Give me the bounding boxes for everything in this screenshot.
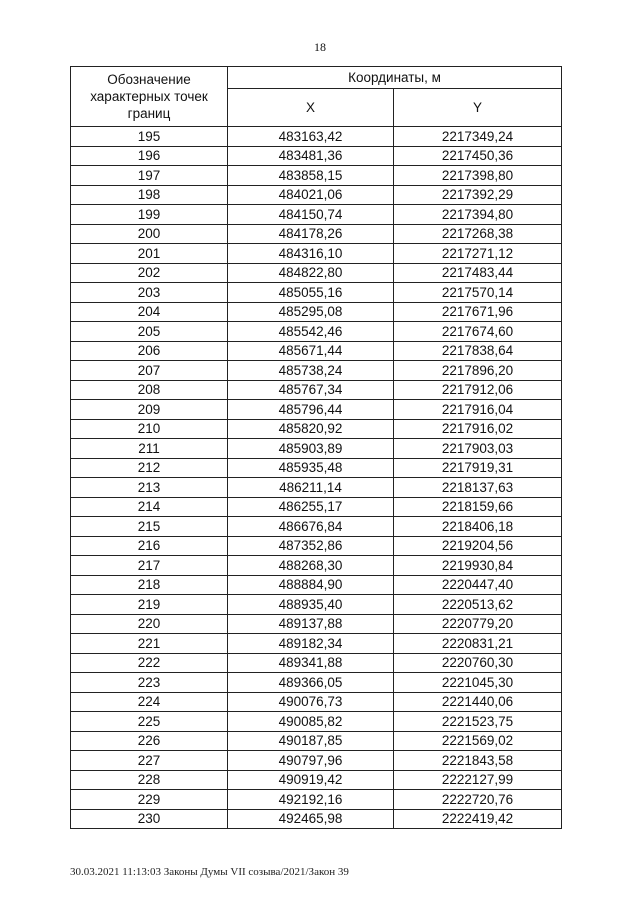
table-row	[71, 380, 562, 400]
x-coordinate-cell: 486211,14	[228, 478, 394, 498]
y-coordinate-cell: 2222127,99	[394, 770, 562, 790]
point-cell: 226	[71, 731, 228, 751]
point-cell: 211	[71, 439, 228, 459]
point-cell: 219	[71, 595, 228, 615]
y-coordinate-cell: 2217398,80	[394, 166, 562, 186]
x-coordinate-cell: 485796,44	[228, 400, 394, 420]
x-coordinate-cell: 488935,40	[228, 595, 394, 615]
point-cell: 208	[71, 380, 228, 400]
x-coordinate-cell: 489182,34	[228, 634, 394, 654]
table-row	[71, 263, 562, 283]
point-cell: 201	[71, 244, 228, 264]
table-row	[71, 283, 562, 303]
point-cell: 221	[71, 634, 228, 654]
table-row	[71, 127, 562, 147]
y-coordinate-cell: 2219204,56	[394, 536, 562, 556]
point-cell: 227	[71, 751, 228, 771]
y-coordinate-cell: 2220779,20	[394, 614, 562, 634]
table-row	[71, 536, 562, 556]
x-coordinate-cell: 485820,92	[228, 419, 394, 439]
table-row	[71, 166, 562, 186]
y-coordinate-cell: 2217838,64	[394, 341, 562, 361]
x-coordinate-cell: 489341,88	[228, 653, 394, 673]
table-row	[71, 458, 562, 478]
point-cell: 197	[71, 166, 228, 186]
y-coordinate-cell: 2220760,30	[394, 653, 562, 673]
y-coordinate-cell: 2221440,06	[394, 692, 562, 712]
point-cell: 205	[71, 322, 228, 342]
x-coordinate-cell: 490187,85	[228, 731, 394, 751]
y-coordinate-cell: 2218159,66	[394, 497, 562, 517]
x-coordinate-cell: 485903,89	[228, 439, 394, 459]
point-cell: 210	[71, 419, 228, 439]
y-coordinate-cell: 2217450,36	[394, 146, 562, 166]
y-coordinate-cell: 2217271,12	[394, 244, 562, 264]
table-row	[71, 575, 562, 595]
table-row	[71, 419, 562, 439]
y-coordinate-cell: 2221045,30	[394, 673, 562, 693]
point-cell: 225	[71, 712, 228, 732]
point-cell: 215	[71, 517, 228, 537]
x-coordinate-cell: 483163,42	[228, 127, 394, 147]
table-row	[71, 673, 562, 693]
point-cell: 207	[71, 361, 228, 381]
point-cell: 209	[71, 400, 228, 420]
point-column-header: Обозначение характерных точек границ	[71, 67, 228, 127]
table-row	[71, 205, 562, 225]
coordinates-column-header: Координаты, м	[228, 67, 562, 89]
x-coordinate-cell: 488884,90	[228, 575, 394, 595]
x-coordinate-cell: 485055,16	[228, 283, 394, 303]
point-cell: 199	[71, 205, 228, 225]
point-cell: 222	[71, 653, 228, 673]
table-row	[71, 302, 562, 322]
x-coordinate-cell: 489366,05	[228, 673, 394, 693]
table-row	[71, 517, 562, 537]
table-row	[71, 770, 562, 790]
x-coordinate-cell: 485671,44	[228, 341, 394, 361]
x-coordinate-cell: 484178,26	[228, 224, 394, 244]
y-coordinate-cell: 2217483,44	[394, 263, 562, 283]
point-cell: 213	[71, 478, 228, 498]
x-coordinate-cell: 485935,48	[228, 458, 394, 478]
point-cell: 200	[71, 224, 228, 244]
y-coordinate-cell: 2217674,60	[394, 322, 562, 342]
table-row	[71, 224, 562, 244]
table-body	[71, 127, 562, 829]
table-row	[71, 439, 562, 459]
point-cell: 217	[71, 556, 228, 576]
document-footer: 30.03.2021 11:13:03 Законы Думы VII созыва/2021/Закон 39	[70, 866, 349, 878]
point-cell: 206	[71, 341, 228, 361]
table-row	[71, 478, 562, 498]
y-coordinate-cell: 2217394,80	[394, 205, 562, 225]
y-coordinate-cell: 2217570,14	[394, 283, 562, 303]
x-coordinate-cell: 490085,82	[228, 712, 394, 732]
table-row	[71, 653, 562, 673]
point-cell: 198	[71, 185, 228, 205]
x-coordinate-cell: 490797,96	[228, 751, 394, 771]
page-number: 18	[314, 40, 326, 54]
y-coordinate-cell: 2217896,20	[394, 361, 562, 381]
x-coordinate-cell: 484021,06	[228, 185, 394, 205]
x-coordinate-cell: 485767,34	[228, 380, 394, 400]
point-cell: 216	[71, 536, 228, 556]
table-row	[71, 556, 562, 576]
y-coordinate-cell: 2217916,02	[394, 419, 562, 439]
point-cell: 203	[71, 283, 228, 303]
y-coordinate-cell: 2217919,31	[394, 458, 562, 478]
y-coordinate-cell: 2220513,62	[394, 595, 562, 615]
x-coordinate-cell: 492192,16	[228, 790, 394, 810]
x-coordinate-cell: 483481,36	[228, 146, 394, 166]
y-coordinate-cell: 2220831,21	[394, 634, 562, 654]
y-coordinate-cell: 2222720,76	[394, 790, 562, 810]
y-coordinate-cell: 2217268,38	[394, 224, 562, 244]
point-cell: 224	[71, 692, 228, 712]
y-column-header: Y	[394, 89, 562, 127]
y-coordinate-cell: 2217912,06	[394, 380, 562, 400]
point-cell: 202	[71, 263, 228, 283]
y-coordinate-cell: 2221569,02	[394, 731, 562, 751]
x-coordinate-cell: 484822,80	[228, 263, 394, 283]
y-coordinate-cell: 2217916,04	[394, 400, 562, 420]
y-coordinate-cell: 2220447,40	[394, 575, 562, 595]
x-coordinate-cell: 489137,88	[228, 614, 394, 634]
y-coordinate-cell: 2217349,24	[394, 127, 562, 147]
table-row	[71, 692, 562, 712]
table-row	[71, 712, 562, 732]
x-coordinate-cell: 484316,10	[228, 244, 394, 264]
point-cell: 220	[71, 614, 228, 634]
x-coordinate-cell: 490076,73	[228, 692, 394, 712]
x-coordinate-cell: 485295,08	[228, 302, 394, 322]
table-row	[71, 400, 562, 420]
table-row	[71, 595, 562, 615]
y-coordinate-cell: 2221523,75	[394, 712, 562, 732]
table-row	[71, 634, 562, 654]
table-row	[71, 322, 562, 342]
point-cell: 230	[71, 809, 228, 829]
table-row	[71, 790, 562, 810]
x-coordinate-cell: 485738,24	[228, 361, 394, 381]
point-cell: 223	[71, 673, 228, 693]
y-coordinate-cell: 2217392,29	[394, 185, 562, 205]
point-cell: 196	[71, 146, 228, 166]
x-coordinate-cell: 485542,46	[228, 322, 394, 342]
x-coordinate-cell: 486676,84	[228, 517, 394, 537]
x-column-header: X	[228, 89, 394, 127]
table-row	[71, 751, 562, 771]
x-coordinate-cell: 492465,98	[228, 809, 394, 829]
point-cell: 212	[71, 458, 228, 478]
x-coordinate-cell: 487352,86	[228, 536, 394, 556]
table-row	[71, 361, 562, 381]
point-cell: 228	[71, 770, 228, 790]
point-cell: 214	[71, 497, 228, 517]
table-row	[71, 731, 562, 751]
table-row	[71, 497, 562, 517]
y-coordinate-cell: 2217903,03	[394, 439, 562, 459]
coordinates-table	[70, 66, 562, 829]
point-cell: 195	[71, 127, 228, 147]
table-header	[71, 67, 562, 127]
x-coordinate-cell: 483858,15	[228, 166, 394, 186]
table-row	[71, 341, 562, 361]
y-coordinate-cell: 2217671,96	[394, 302, 562, 322]
table-row	[71, 244, 562, 264]
x-coordinate-cell: 484150,74	[228, 205, 394, 225]
point-cell: 218	[71, 575, 228, 595]
y-coordinate-cell: 2219930,84	[394, 556, 562, 576]
x-coordinate-cell: 486255,17	[228, 497, 394, 517]
y-coordinate-cell: 2221843,58	[394, 751, 562, 771]
point-cell: 204	[71, 302, 228, 322]
x-coordinate-cell: 488268,30	[228, 556, 394, 576]
table-row	[71, 185, 562, 205]
point-cell: 229	[71, 790, 228, 810]
y-coordinate-cell: 2218137,63	[394, 478, 562, 498]
table-row	[71, 146, 562, 166]
y-coordinate-cell: 2222419,42	[394, 809, 562, 829]
table-row	[71, 809, 562, 829]
y-coordinate-cell: 2218406,18	[394, 517, 562, 537]
table-row	[71, 614, 562, 634]
x-coordinate-cell: 490919,42	[228, 770, 394, 790]
